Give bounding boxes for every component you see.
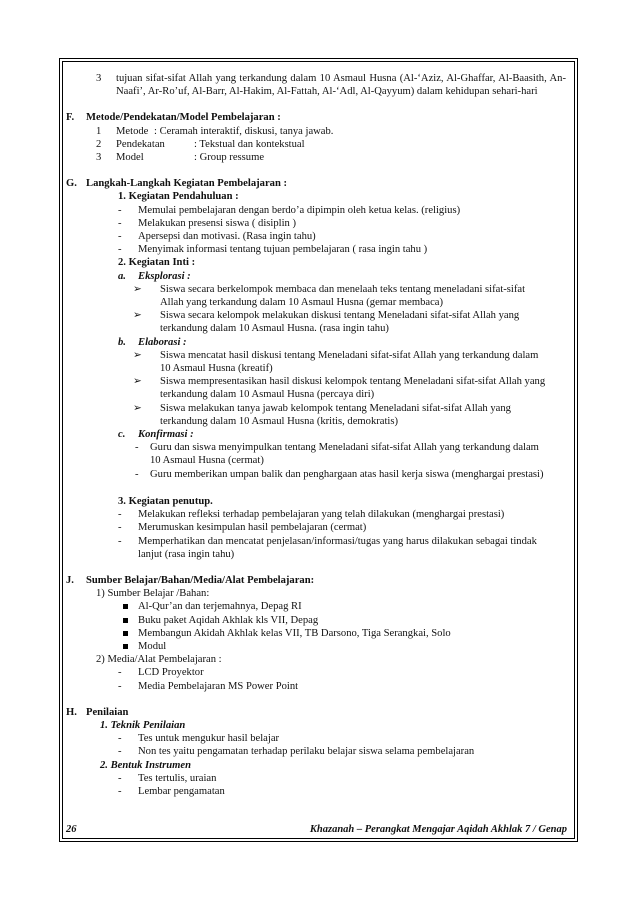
arrow-bullet-icon: ➢ <box>133 283 142 295</box>
list-item-text: Merumuskan kesimpulan hasil pembelajaran (cermat) <box>138 522 367 534</box>
list-item-text: terkandung dalam 10 Asmaul Husna. (rasa ingin tahu) <box>160 323 389 335</box>
item-label: Model <box>116 152 144 164</box>
arrow-bullet-icon: ➢ <box>133 310 142 322</box>
eksplorasi-item <box>66 322 566 335</box>
square-bullet-icon <box>123 604 128 609</box>
section-g-heading <box>66 177 566 190</box>
list-item-text: LCD Proyektor <box>138 667 204 679</box>
page-number: 26 <box>66 824 77 835</box>
list-item-text: Apersepsi dan motivasi. (Rasa ingin tahu) <box>138 231 316 243</box>
konfirmasi-item <box>66 441 566 454</box>
sub-title: Elaborasi : <box>138 336 187 348</box>
model-row <box>66 151 566 164</box>
list-item-text: Modul <box>138 640 167 652</box>
dash-bullet: - <box>118 244 122 256</box>
elaborasi-item <box>66 349 566 362</box>
square-bullet-icon <box>123 618 128 623</box>
list-item-text: Siswa melakukan tanya jawab kelompok tentang Meneladani sifat-sifat Allah yang <box>160 402 511 414</box>
item-number: 3 <box>96 152 102 164</box>
teknik-item <box>66 732 566 745</box>
list-item-text: Melakukan presensi siswa ( disiplin ) <box>138 217 296 229</box>
elaborasi-item <box>66 415 566 428</box>
bentuk-item <box>66 785 566 798</box>
list-item-text: 10 Asmaul Husna (kreatif) <box>160 363 273 375</box>
inti-heading: 2. Kegiatan Inti : <box>118 257 196 269</box>
objective-item-3 <box>66 72 566 98</box>
section-title: Metode/Pendekatan/Model Pembelajaran : <box>86 112 281 124</box>
sub-title: Konfirmasi : <box>138 429 194 441</box>
list-item-text: 10 Asmaul Husna (cermat) <box>150 455 264 467</box>
list-item-text: Lembar pengamatan <box>138 785 225 797</box>
section-letter: H. <box>66 706 77 718</box>
bentuk-item <box>66 772 566 785</box>
elaborasi-item <box>66 362 566 375</box>
item-number: 3 <box>96 73 102 84</box>
media-heading: 2) Media/Alat Pembelajaran : <box>96 654 222 666</box>
item-number: 2 <box>96 138 102 150</box>
list-item-text: Guru memberikan umpan balik dan penghargaan atas hasil kerja siswa (menghargai prestasi) <box>150 468 544 480</box>
teknik-item <box>66 745 566 758</box>
list-item-text: Siswa mencatat hasil diskusi tentang Meneladani sifat-sifat Allah yang terkandung dalam <box>160 349 539 361</box>
item-label: Metode <box>116 125 149 137</box>
penutup-item <box>66 548 566 561</box>
elaborasi-heading <box>66 336 566 349</box>
list-item-text: lanjut (rasa ingin tahu) <box>138 548 235 560</box>
penutup-item <box>66 508 566 521</box>
method-row <box>66 125 566 138</box>
section-title: Sumber Belajar/Bahan/Media/Alat Pembelajaran: <box>86 574 315 586</box>
pendahuluan-item <box>66 230 566 243</box>
arrow-bullet-icon: ➢ <box>133 349 142 361</box>
teknik-heading: 1. Teknik Penilaian <box>100 719 186 731</box>
list-item-text: Siswa secara kelompok melakukan diskusi tentang Meneladani sifat-sifat Allah yang <box>160 310 520 322</box>
list-item-text: Menyimak informasi tentang tujuan pembelajaran ( rasa ingin tahu ) <box>138 244 428 256</box>
section-title: Penilaian <box>86 706 129 718</box>
sub-letter: c. <box>118 429 126 441</box>
elaborasi-item <box>66 388 566 401</box>
list-item-text: Allah yang terkandung dalam 10 Asmaul Husna (gemar membaca) <box>160 297 443 309</box>
eksplorasi-item <box>66 283 566 296</box>
konfirmasi-item <box>66 468 566 481</box>
sumber-item <box>66 600 566 613</box>
list-item-text: Melakukan refleksi terhadap pembelajaran yang telah dilakukan (menghargai prestasi) <box>138 509 505 521</box>
pendahuluan-heading: 1. Kegiatan Pendahuluan : <box>118 191 239 203</box>
dash-bullet: - <box>118 772 122 784</box>
pendahuluan-item <box>66 243 566 256</box>
dash-bullet: - <box>118 231 122 243</box>
konfirmasi-heading <box>66 428 566 441</box>
section-f-heading <box>66 111 566 124</box>
section-letter: J. <box>66 574 74 586</box>
approach-row <box>66 138 566 151</box>
bentuk-heading: 2. Bentuk Instrumen <box>100 759 191 771</box>
item-label: Pendekatan <box>116 138 165 150</box>
konfirmasi-item <box>66 454 566 467</box>
eksplorasi-item <box>66 309 566 322</box>
list-item-text: Siswa mempresentasikan hasil diskusi kelompok tentang Meneladani sifat-sifat Allah yang <box>160 376 546 388</box>
eksplorasi-heading <box>66 270 566 283</box>
sub-title: Eksplorasi : <box>138 270 191 282</box>
dash-bullet: - <box>135 468 139 480</box>
square-bullet-icon <box>123 631 128 636</box>
section-letter: G. <box>66 178 77 190</box>
item-text: tujuan sifat-sifat Allah yang terkandung dalam 10 Asmaul Husna (Al-‘Aziz, Al-Ghaffar, Al-Baasith, An-Naafi’, Ar-Ro’uf, Al-Barr, Al-Hakim, Al-Fattah, Al-‘Adl, Al-Qayyum) dalam kehidupan sehari-hari <box>116 73 566 98</box>
list-item-text: Buku paket Aqidah Akhlak kls VII, Depag <box>138 614 319 626</box>
penutup-item <box>66 535 566 548</box>
footer-title: Khazanah – Perangkat Mengajar Aqidah Akhlak 7 / Genap <box>309 824 567 835</box>
penutup-heading: 3. Kegiatan penutup. <box>118 495 213 507</box>
elaborasi-item <box>66 375 566 388</box>
list-item-text: terkandung dalam 10 Asmaul Husna (percaya diri) <box>160 389 375 401</box>
sumber-item <box>66 614 566 627</box>
pendahuluan-item <box>66 204 566 217</box>
eksplorasi-item <box>66 296 566 309</box>
dash-bullet: - <box>118 746 122 758</box>
list-item-text: Memperhatikan dan mencatat penjelasan/informasi/tugas yang harus dilakukan sebagai tindak <box>138 535 537 547</box>
dash-bullet: - <box>118 667 122 679</box>
section-j-heading <box>66 574 566 587</box>
document-body <box>66 72 566 798</box>
media-item <box>66 680 566 693</box>
square-bullet-icon <box>123 644 128 649</box>
list-item-text: Tes tertulis, uraian <box>138 772 217 784</box>
list-item-text: Al-Qur’an dan terjemahnya, Depag RI <box>138 601 302 613</box>
list-item-text: Membangun Akidah Akhlak kelas VII, TB Darsono, Tiga Serangkai, Solo <box>138 627 451 639</box>
elaborasi-item <box>66 402 566 415</box>
dash-bullet: - <box>118 522 122 534</box>
list-item-text: Siswa secara berkelompok membaca dan menelaah teks tentang meneladani sifat-sifat <box>160 283 526 295</box>
sub-letter: b. <box>118 336 126 348</box>
sumber-heading: 1) Sumber Belajar /Bahan: <box>96 588 210 600</box>
pendahuluan-item <box>66 217 566 230</box>
section-h-heading <box>66 706 566 719</box>
list-item-text: Guru dan siswa menyimpulkan tentang Meneladani sifat-sifat Allah yang terkandung dalam <box>150 442 539 454</box>
dash-bullet: - <box>118 509 122 521</box>
media-item <box>66 666 566 679</box>
dash-bullet: - <box>118 733 122 745</box>
arrow-bullet-icon: ➢ <box>133 402 142 414</box>
dash-bullet: - <box>118 535 122 547</box>
list-item-text: Tes untuk mengukur hasil belajar <box>138 733 280 745</box>
dash-bullet: - <box>118 785 122 797</box>
list-item-text: Media Pembelajaran MS Power Point <box>138 680 299 692</box>
list-item-text: terkandung dalam 10 Asmaul Husna (kritis, demokratis) <box>160 415 399 427</box>
dash-bullet: - <box>118 217 122 229</box>
item-value: : Group ressume <box>194 152 265 164</box>
list-item-text: Memulai pembelajaran dengan berdo’a dipimpin oleh ketua kelas. (religius) <box>138 204 461 216</box>
dash-bullet: - <box>135 442 139 454</box>
section-letter: F. <box>66 112 75 124</box>
sumber-item <box>66 627 566 640</box>
sumber-item <box>66 640 566 653</box>
item-number: 1 <box>96 125 102 137</box>
item-value: : Ceramah interaktif, diskusi, tanya jawab. <box>154 125 334 137</box>
item-value: : Tekstual dan kontekstual <box>194 138 305 150</box>
sub-letter: a. <box>118 270 126 282</box>
arrow-bullet-icon: ➢ <box>133 376 142 388</box>
penutup-item <box>66 521 566 534</box>
dash-bullet: - <box>118 680 122 692</box>
list-item-text: Non tes yaitu pengamatan terhadap perilaku belajar siswa selama pembelajaran <box>138 746 475 758</box>
dash-bullet: - <box>118 204 122 216</box>
section-title: Langkah-Langkah Kegiatan Pembelajaran : <box>86 178 288 190</box>
